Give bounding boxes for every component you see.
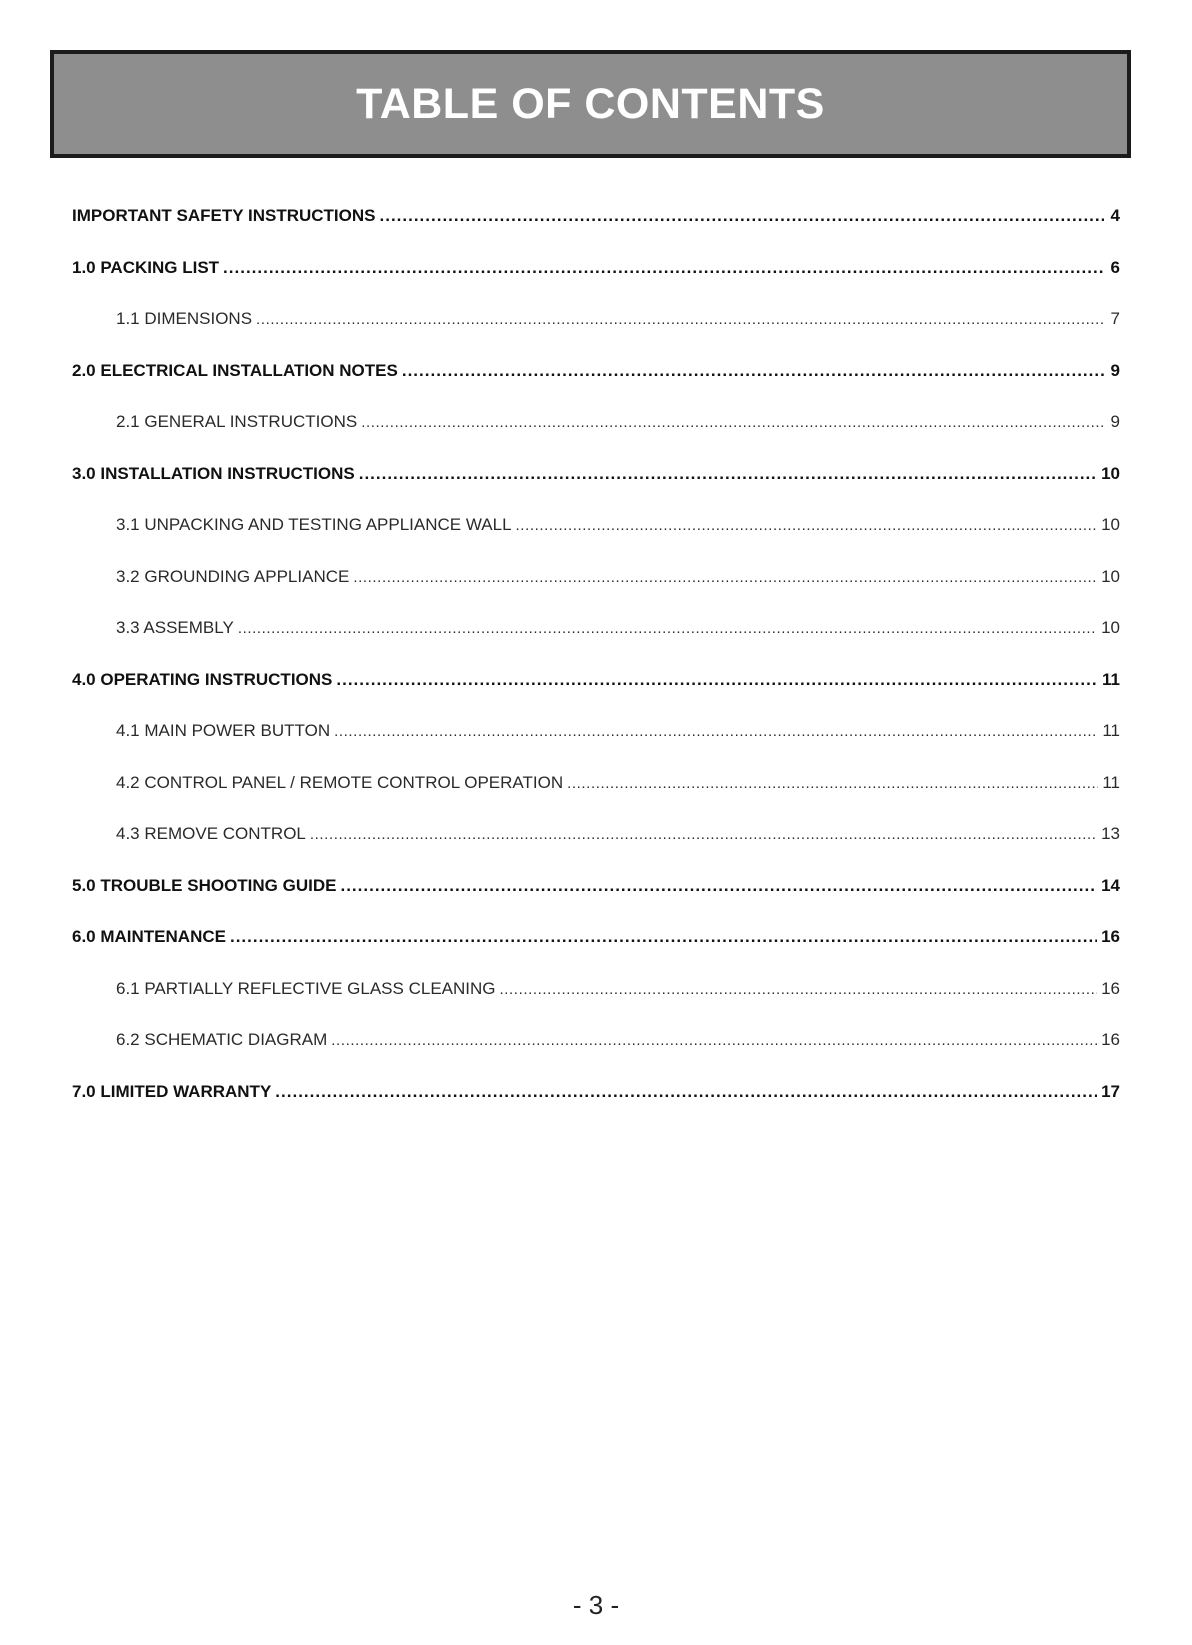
toc-entry-label: 3.1 UNPACKING AND TESTING APPLIANCE WALL [116,515,512,534]
toc-entry-label: 4.0 OPERATING INSTRUCTIONS [72,669,333,689]
toc-entry-label: 7.0 LIMITED WARRANTY [72,1081,272,1101]
toc-entry-label: 4.3 REMOVE CONTROL [116,824,306,843]
toc-entry-page: 10 [1101,566,1120,586]
toc-entry[interactable] [72,772,1120,824]
toc-entry-page: 7 [1110,309,1120,328]
toc-leader-dots [230,926,1097,948]
toc-entry-page: 4 [1110,206,1120,225]
toc-leader-dots [275,1081,1097,1103]
toc-entry-page: 9 [1110,360,1120,380]
toc-entry[interactable] [72,360,1120,412]
toc-entry-label: 5.0 TROUBLE SHOOTING GUIDE [72,875,337,895]
toc-leader-dots [334,720,1098,743]
toc-entry-label: 2.1 GENERAL INSTRUCTIONS [116,412,358,431]
toc-leader-dots [256,308,1104,331]
toc-entry[interactable] [72,463,1120,515]
toc-entry[interactable] [72,823,1120,875]
toc-entry-label: 6.2 SCHEMATIC DIAGRAM [116,1030,328,1049]
toc-entry-label: IMPORTANT SAFETY INSTRUCTIONS [72,206,376,225]
toc-entry[interactable] [72,669,1120,721]
toc-entry-label: 4.1 MAIN POWER BUTTON [116,721,331,740]
toc-entry-page: 16 [1101,927,1120,946]
toc-entry-page: 17 [1101,1081,1120,1101]
toc-entry[interactable] [72,875,1120,927]
toc-entry[interactable] [72,257,1120,309]
toc-entry-page: 13 [1101,824,1120,843]
toc-leader-dots [516,514,1098,537]
page-number: - 3 - [572,1590,620,1620]
toc-entry-label: 1.0 PACKING LIST [72,257,220,277]
toc-leader-dots [340,875,1097,897]
toc-entry-page: 10 [1101,463,1120,483]
toc-entry-page: 11 [1102,669,1120,689]
toc-entry-page: 11 [1102,772,1120,792]
toc-leader-dots [331,1029,1097,1052]
toc-entry-page: 6 [1110,257,1120,277]
toc-entry-label: 4.2 CONTROL PANEL / REMOTE CONTROL OPERATION [116,772,564,792]
toc-entry-label: 1.1 DIMENSIONS [116,309,253,328]
toc-entry[interactable] [72,617,1120,669]
toc-entry-page: 16 [1101,978,1120,998]
toc-entry[interactable] [72,1029,1120,1081]
title-banner [50,50,1131,158]
toc-entry[interactable] [72,205,1120,257]
toc-entry-page: 14 [1101,875,1120,895]
toc-leader-dots [223,257,1104,279]
toc-entry[interactable] [72,926,1120,978]
toc-entry-label: 6.0 MAINTENANCE [72,927,226,946]
toc-entry[interactable] [72,514,1120,566]
toc-leader-dots [238,617,1097,640]
toc-entry[interactable] [72,978,1120,1030]
table-of-contents [72,205,1120,1132]
toc-entry[interactable] [72,411,1120,463]
toc-leader-dots [310,823,1097,846]
toc-entry[interactable] [72,566,1120,618]
toc-leader-dots [380,205,1105,227]
toc-entry-label: 6.1 PARTIALLY REFLECTIVE GLASS CLEANING [116,978,496,998]
toc-entry-label: 3.3 ASSEMBLY [116,618,234,637]
toc-entry-page: 11 [1102,721,1120,740]
toc-leader-dots [567,772,1098,795]
page-title: TABLE OF CONTENTS [356,79,825,128]
toc-entry-page: 9 [1110,412,1120,431]
toc-leader-dots [402,360,1104,382]
toc-entry-label: 2.0 ELECTRICAL INSTALLATION NOTES [72,360,398,380]
toc-leader-dots [361,411,1104,434]
toc-leader-dots [336,669,1098,691]
toc-leader-dots [500,978,1098,1001]
toc-entry-page: 10 [1101,515,1120,534]
toc-leader-dots [353,566,1097,589]
toc-entry[interactable] [72,720,1120,772]
toc-leader-dots [359,463,1097,485]
toc-entry[interactable] [72,1081,1120,1133]
toc-entry[interactable] [72,308,1120,360]
toc-entry-label: 3.2 GROUNDING APPLIANCE [116,566,350,586]
toc-entry-page: 16 [1101,1030,1120,1049]
toc-entry-page: 10 [1101,618,1120,637]
toc-entry-label: 3.0 INSTALLATION INSTRUCTIONS [72,463,355,483]
